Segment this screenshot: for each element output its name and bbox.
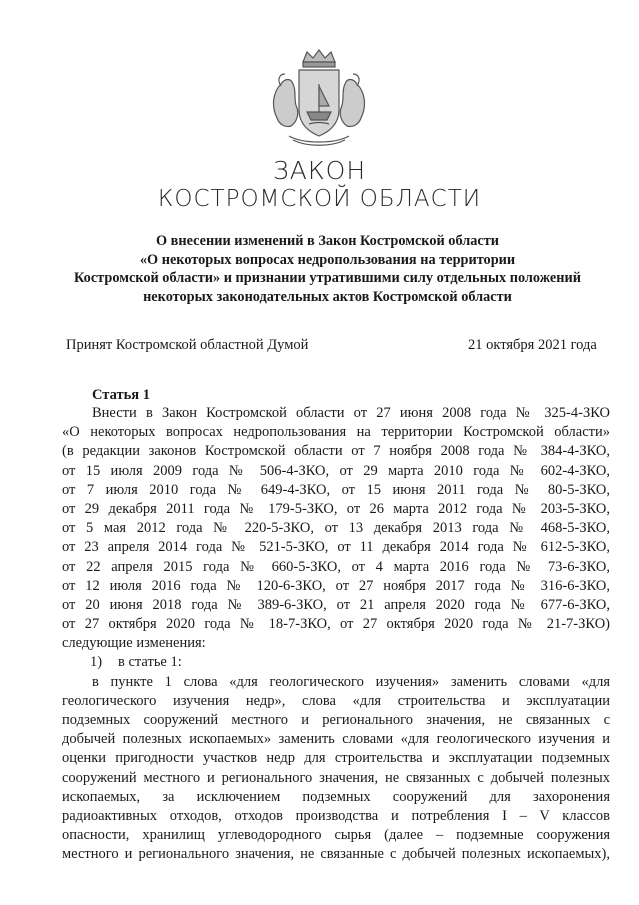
body-line: от 12 июля 2016 года № 120-6-ЗКО, от 27 ноября 2017 года № 316-6-ЗКО, <box>62 577 610 594</box>
body-line: местного и регионального значения, не связанные с добычей полезных ископаемых), <box>62 846 610 863</box>
subject-line: Костромской области» и признании утратившими силу отдельных положений <box>74 270 581 286</box>
body-line: от 29 декабря 2011 года № 179-5-ЗКО, от 26 марта 2012 года № 203-5-ЗКО, <box>62 500 610 517</box>
article-body <box>62 404 610 865</box>
body-line: от 27 октября 2020 года № 18-7-ЗКО, от 27 октября 2020 года № 21-7-ЗКО) <box>62 616 610 633</box>
body-line: от 22 апреля 2015 года № 660-5-ЗКО, от 4 марта 2016 года № 73-6-ЗКО, <box>62 558 610 575</box>
subject-line: О внесении изменений в Закон Костромской области <box>155 233 500 249</box>
body-line: в пункте 1 слова «для геологического изучения» заменить словами «для <box>92 673 610 690</box>
body-line: (в редакции законов Костромской области от 7 ноября 2008 года № 384-4-ЗКО, <box>62 443 610 460</box>
adopted-by-text: Принят Костромской областной Думой <box>66 337 309 353</box>
article-title: Статья 1 <box>92 387 150 403</box>
law-title-line2: КОСТРОМСКОЙ ОБЛАСТИ <box>157 186 482 212</box>
subject-line: «О некоторых вопросах недропользования на территории <box>139 251 516 268</box>
body-line: оценки пригодности участков недр для строительства и эксплуатации подземных <box>62 750 610 767</box>
body-line: от 23 апреля 2014 года № 521-5-ЗКО, от 11 декабря 2014 года № 612-5-ЗКО, <box>62 539 610 556</box>
body-line: сооружений местного и регионального значения, не связанных с добычей полезных <box>62 769 610 786</box>
body-line: следующие изменения: <box>62 635 206 652</box>
coat-of-arms-emblem <box>263 48 375 148</box>
law-title-line1: ЗАКОН <box>272 156 367 185</box>
list-item <box>62 653 610 672</box>
body-line: от 20 июня 2018 года № 389-6-ЗКО, от 21 апреля 2020 года № 677-6-ЗКО, <box>62 596 610 613</box>
body-line: «О некоторых вопросах недропользования на территории Костромской области» <box>62 424 610 441</box>
body-line: от 5 мая 2012 года № 220-5-ЗКО, от 13 декабря 2013 года № 468-5-ЗКО, <box>62 520 610 537</box>
body-line: геологического изучения недр», слова «для строительства и эксплуатации <box>62 692 610 709</box>
body-line: от 7 июля 2010 года № 649-4-ЗКО, от 15 июня 2011 года № 80-5-ЗКО, <box>62 481 610 498</box>
body-line: добычей полезных ископаемых» заменить словами «для геологического изучения и <box>62 731 610 748</box>
body-line: ископаемых, за исключением подземных сооружений для захоронения <box>62 788 610 805</box>
subject-line: некоторых законодательных актов Костромской области <box>143 288 512 305</box>
body-line: опасности, хранилищ углеводородного сырья (далее – подземные сооружения <box>62 827 610 844</box>
law-subject-heading <box>40 232 615 306</box>
body-line: радиоактивных отходов, отходов производства и потребления I – V классов <box>62 807 610 824</box>
item-text: в статье 1: <box>118 654 182 671</box>
body-line: от 15 июля 2009 года № 506-4-ЗКО, от 29 марта 2010 года № 602-4-ЗКО, <box>62 462 610 479</box>
adoption-date: 21 октября 2021 года <box>468 337 597 353</box>
item-number: 1) <box>90 654 103 671</box>
body-line: Внести в Закон Костромской области от 27 июня 2008 года № 325-4-ЗКО <box>92 405 610 421</box>
body-line: подземных сооружений местного и регионального значения, не связанных с <box>62 712 610 728</box>
